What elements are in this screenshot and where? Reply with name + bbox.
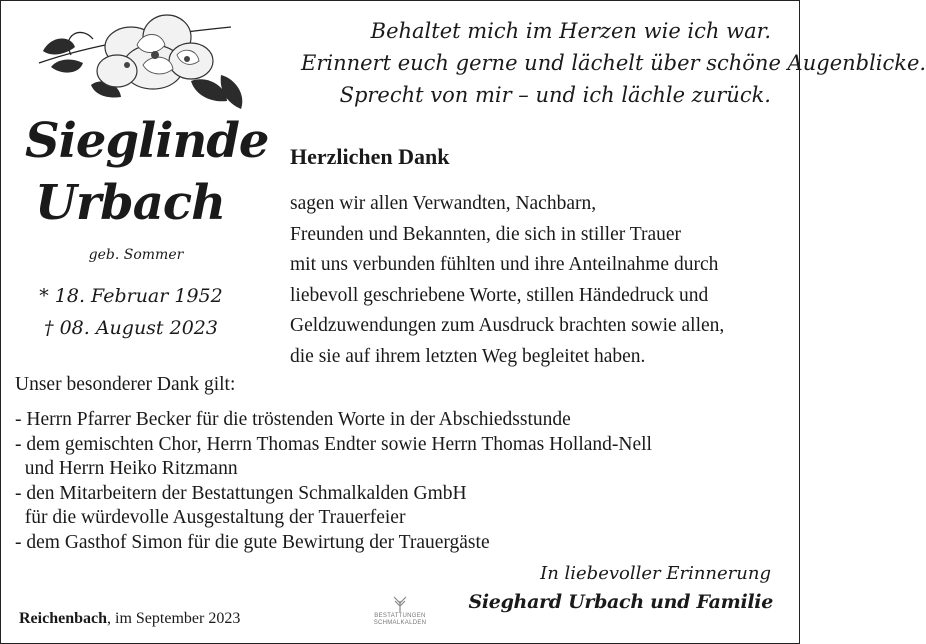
special-thanks-list — [15, 408, 775, 555]
thanks-line: die sie auf ihrem letzten Weg begleitet haben. — [290, 345, 646, 367]
family-signature: Sieghard Urbach und Familie — [468, 591, 773, 613]
poem-line: Sprecht von mir – und ich lächle zurück. — [339, 83, 771, 107]
poem — [301, 15, 926, 111]
thanks-text — [290, 189, 790, 372]
poem-line: Erinnert euch gerne und lächelt über schöne Augenblicke. — [301, 51, 926, 75]
poem-line: Behaltet mich im Herzen wie ich war. — [370, 19, 771, 43]
list-item: - den Mitarbeitern der Bestattungen Schmalkalden GmbH — [15, 482, 467, 504]
deceased-last-name: Urbach — [35, 175, 225, 231]
place-name: Reichenbach — [19, 610, 107, 627]
flower-decoration-icon — [31, 5, 281, 121]
thanks-line: mit uns verbunden fühlten und ihre Anteilnahme durch — [290, 254, 719, 275]
thanks-line: Freunden und Bekannten, die sich in stiller Trauer — [290, 223, 682, 245]
thanks-line: Geldzuwendungen zum Ausdruck brachten sowie allen, — [290, 315, 725, 336]
special-thanks-label: Unser besonderer Dank gilt: — [15, 374, 236, 395]
death-date: † 08. August 2023 — [44, 317, 218, 339]
thanks-line: sagen wir allen Verwandten, Nachbarn, — [290, 193, 597, 214]
tree-icon — [389, 595, 411, 613]
thanks-heading: Herzlichen Dank — [290, 144, 450, 169]
list-item: für die würdevolle Ausgestaltung der Trauerfeier — [15, 507, 406, 528]
list-item: und Herrn Heiko Ritzmann — [15, 458, 238, 479]
date-text: , im September 2023 — [107, 610, 241, 627]
birth-date: * 18. Februar 1952 — [39, 285, 223, 307]
thanks-line: liebevoll geschriebene Worte, stillen Händedruck und — [290, 284, 709, 306]
list-item: - dem gemischten Chor, Herrn Thomas Endter sowie Herrn Thomas Holland-Nell — [15, 433, 652, 455]
deceased-first-name: Sieglinde — [25, 113, 269, 169]
place-date — [19, 610, 240, 628]
closing-phrase: In liebevoller Erinnerung — [540, 563, 771, 584]
logo-line: SCHMALKALDEN — [373, 620, 427, 626]
funeral-home-logo — [369, 595, 431, 627]
list-item: - dem Gasthof Simon für die gute Bewirtung der Trauergäste — [15, 531, 490, 553]
maiden-name: geb. Sommer — [88, 247, 184, 263]
list-item: - Herrn Pfarrer Becker für die tröstenden Worte in der Abschiedsstunde — [15, 409, 571, 430]
logo-line: BESTATTUNGEN — [374, 613, 426, 619]
